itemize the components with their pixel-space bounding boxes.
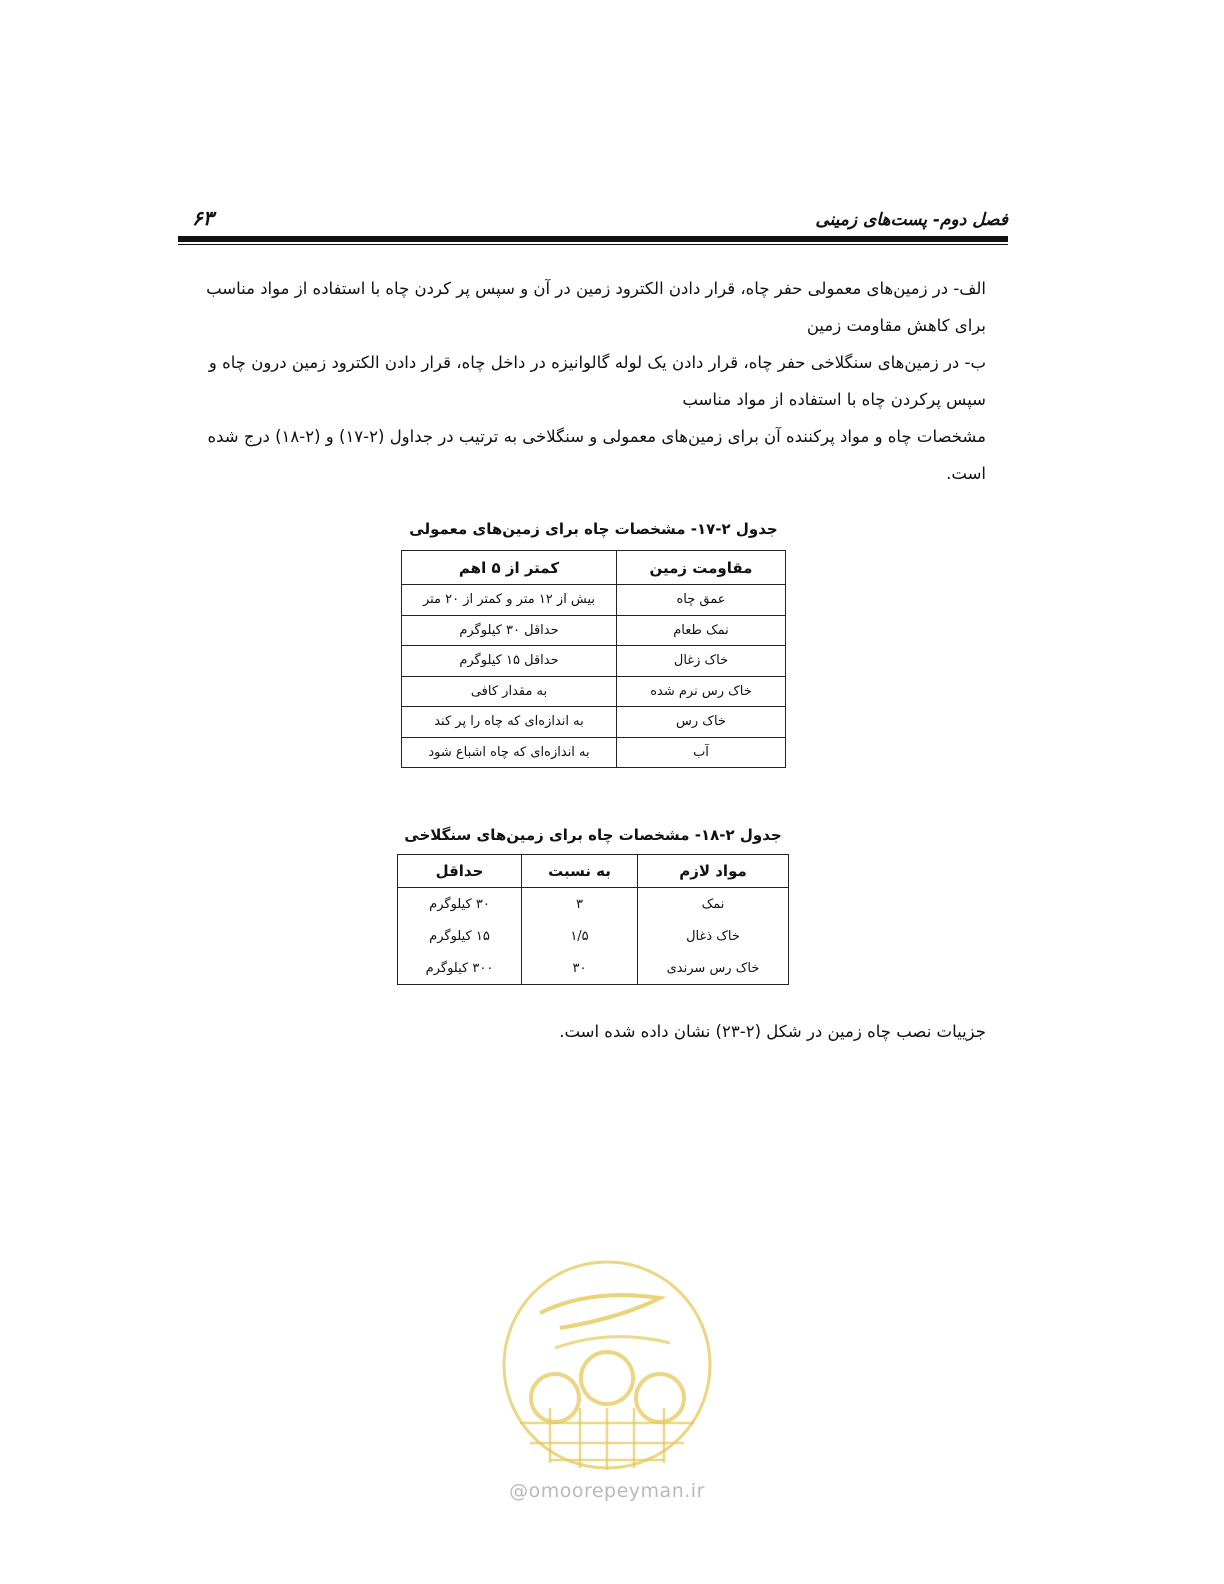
table-header-cell: مواد لازم <box>638 855 789 888</box>
table-cell: بیش از ۱۲ متر و کمتر از ۲۰ متر <box>402 585 617 616</box>
body-text <box>178 270 986 492</box>
table-row <box>402 615 786 646</box>
table-header-cell: مقاومت زمین <box>617 551 786 585</box>
paragraph-a: الف- در زمین‌های معمولی حفر چاه، قرار دادن الکترود زمین در آن و سپس پر کردن چاه با استفاده از مواد مناسب برای کاهش مقاومت زمین <box>206 279 986 335</box>
watermark-logo <box>500 1258 714 1472</box>
table-cell: نمک طعام <box>617 615 786 646</box>
table-cell: ۳۰۰ کیلوگرم <box>398 952 522 985</box>
table-cell: به اندازه‌ای که چاه را پر کند <box>402 707 617 738</box>
chapter-title: فصل دوم- پست‌های زمینی <box>815 210 1008 230</box>
table-cell: ۳۰ کیلوگرم <box>398 888 522 921</box>
table-row <box>402 676 786 707</box>
table-header-cell: کمتر از ۵ اهم <box>402 551 617 585</box>
paragraph-c: مشخصات چاه و مواد پرکننده آن برای زمین‌های معمولی و سنگلاخی به ترتیب در جداول (۲-۱۷) و (۲-۱۸) درج شده است. <box>207 427 986 483</box>
header-rule-thick <box>178 236 1008 242</box>
table1-caption: جدول ۲-۱۷- مشخصات چاه برای زمین‌های معمولی <box>409 520 778 538</box>
table-header-row <box>398 855 789 888</box>
table-row <box>398 920 789 952</box>
table-row <box>398 888 789 921</box>
table-cell: خاک رس <box>617 707 786 738</box>
table-cell: ۳ <box>522 888 638 921</box>
paragraph-b: ب- در زمین‌های سنگلاخی حفر چاه، قرار دادن یک لوله گالوانیزه در داخل چاه، قرار دادن الکترود زمین درون چاه و سپس پرکردن چاه با استفاده از مواد مناسب <box>208 353 986 409</box>
table-rocky-soil <box>397 854 789 985</box>
closing-paragraph: جزییات نصب چاه زمین در شکل (۲-۲۳) نشان داده شده است. <box>559 1022 986 1041</box>
table-cell: نمک <box>638 888 789 921</box>
page-header <box>178 200 1008 248</box>
table-cell: حداقل ۱۵ کیلوگرم <box>402 646 617 677</box>
table-cell: عمق چاه <box>617 585 786 616</box>
table-row <box>402 707 786 738</box>
table-row <box>402 585 786 616</box>
table-cell: خاک رس نرم شده <box>617 676 786 707</box>
table-row <box>402 737 786 768</box>
table-cell: خاک زغال <box>617 646 786 677</box>
table-cell: به مقدار کافی <box>402 676 617 707</box>
table-row <box>398 952 789 985</box>
table-cell: آب <box>617 737 786 768</box>
table-cell: به اندازه‌ای که چاه اشباع شود <box>402 737 617 768</box>
table2-caption: جدول ۲-۱۸- مشخصات چاه برای زمین‌های سنگلاخی <box>404 826 782 844</box>
table-cell: حداقل ۳۰ کیلوگرم <box>402 615 617 646</box>
table-cell: خاک رس سرندی <box>638 952 789 985</box>
watermark-site: @omoorepeyman.ir <box>509 1480 705 1502</box>
table-header-cell: حداقل <box>398 855 522 888</box>
header-rule-thin <box>178 244 1008 245</box>
table-cell: ۱۵ کیلوگرم <box>398 920 522 952</box>
logo-mark <box>504 1262 710 1470</box>
table-header-cell: به نسبت <box>522 855 638 888</box>
table-ordinary-soil <box>401 550 786 768</box>
table-row <box>402 646 786 677</box>
table-cell: ۱/۵ <box>522 920 638 952</box>
table-header-row <box>402 551 786 585</box>
table-cell: ۳۰ <box>522 952 638 985</box>
page-number: ۶۳ <box>192 206 214 230</box>
table-cell: خاک ذغال <box>638 920 789 952</box>
